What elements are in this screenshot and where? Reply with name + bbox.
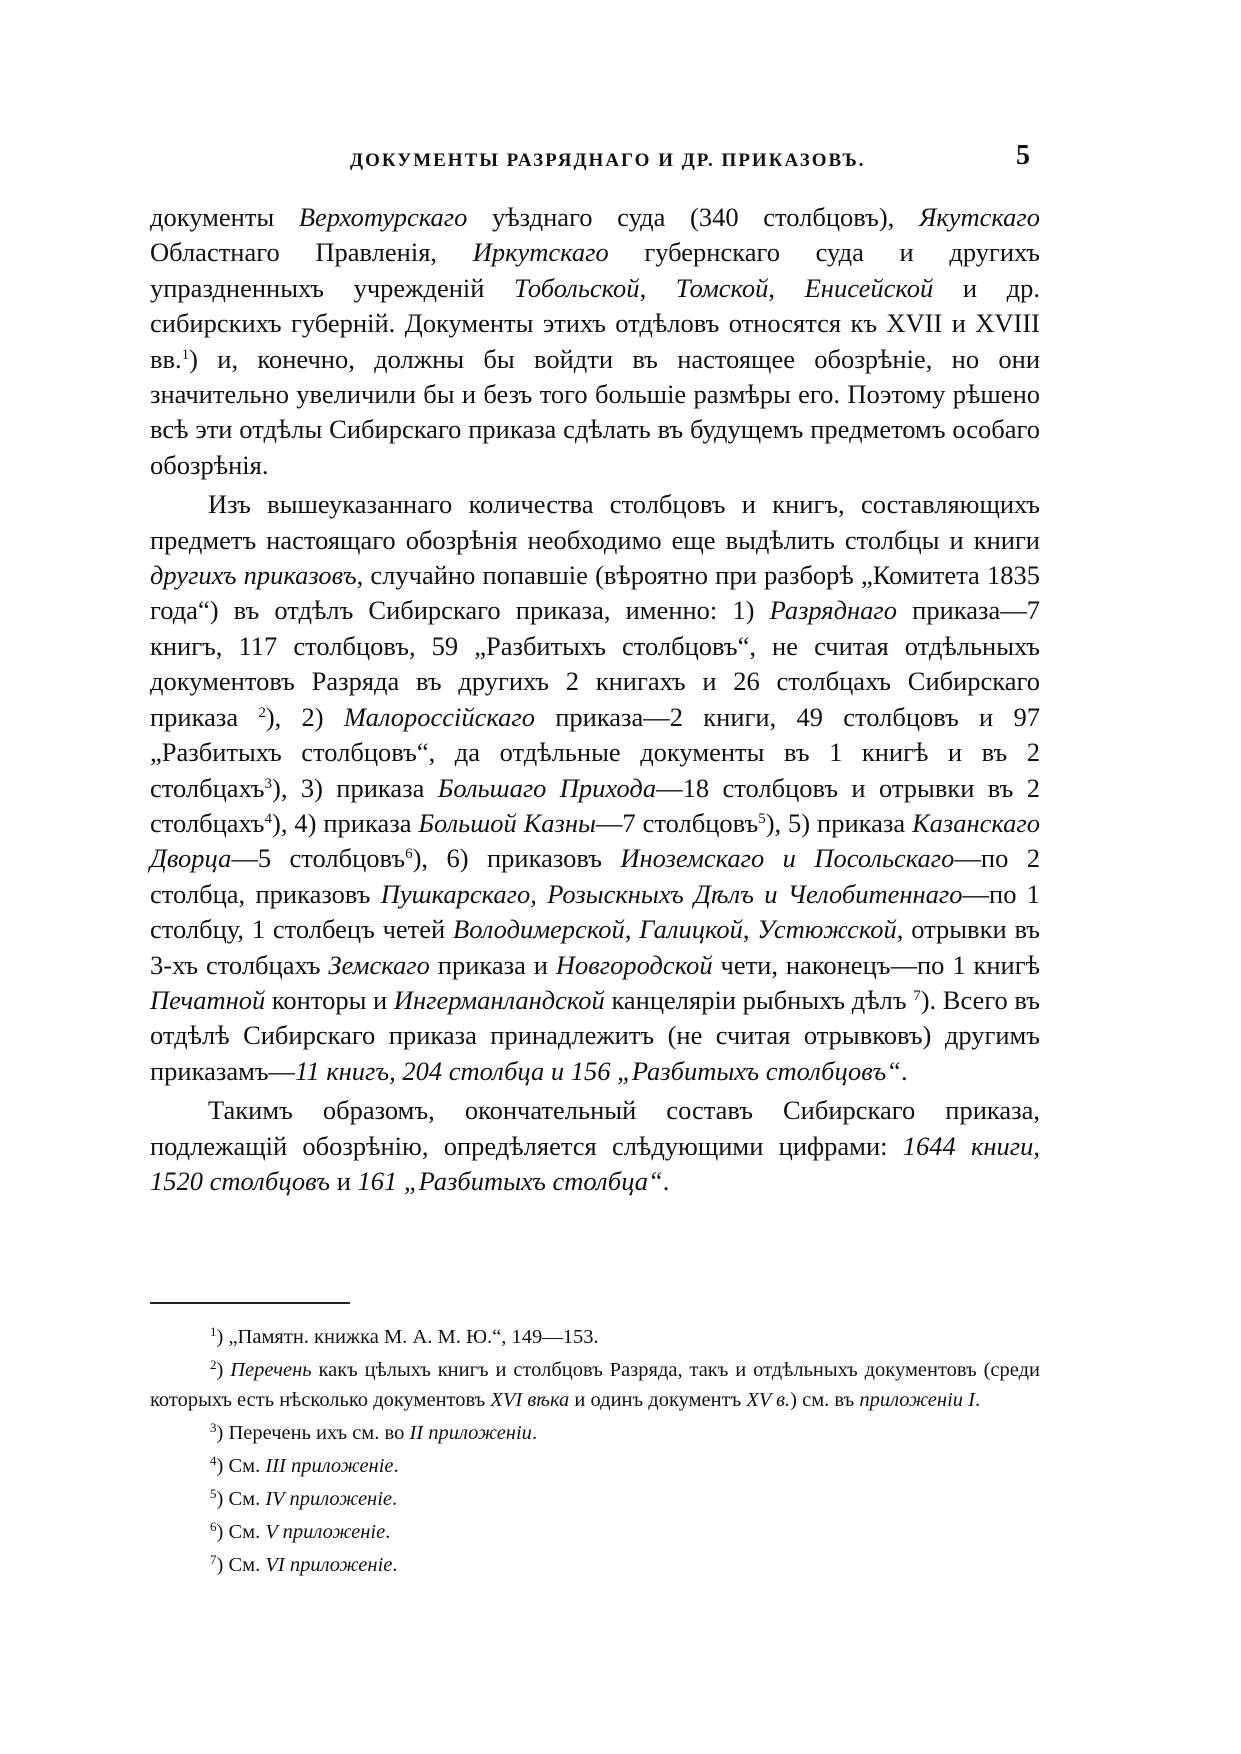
- text-run: какъ цѣлыхъ книгъ и столбцовъ Разряда, такъ и отдѣльныхъ документовъ (среди которыхъ есть нѣсколько документовъ: [150, 1359, 1040, 1411]
- body-text: [150, 200, 1040, 1199]
- page-number: 5: [1016, 140, 1030, 171]
- italic-run: Галицкой: [639, 914, 743, 945]
- italic-run: Большой Казны: [418, 807, 596, 838]
- text-run: ) См.: [216, 1488, 266, 1510]
- text-run: ) См.: [216, 1521, 266, 1543]
- italic-run: Томской: [675, 272, 769, 303]
- footnote-number: 3: [210, 1420, 217, 1435]
- text-run: —по 2 столбца, приказовъ: [150, 843, 1040, 909]
- text-run: .: [393, 1455, 399, 1477]
- text-run: —5 столбцовъ: [231, 843, 406, 874]
- text-run: ). Всего въ отдѣлѣ Сибирскаго приказа принадлежитъ (не считая отрывковъ) другимъ приказамъ—: [150, 984, 1040, 1086]
- footnote-ref: 6: [405, 846, 413, 863]
- paragraph-2: [150, 487, 1040, 1089]
- footnote-number: 2: [210, 1357, 217, 1372]
- italic-run: Большаго Прихода: [437, 772, 657, 803]
- text-run: канцеляріи рыбныхъ дѣлъ: [604, 984, 914, 1015]
- text-run: ) Перечень ихъ см. во: [216, 1422, 410, 1444]
- footnote-ref: 2: [258, 704, 266, 721]
- text-run: ,: [768, 272, 805, 303]
- footnote-3: [150, 1418, 1040, 1448]
- italic-run: Ингерманландской: [393, 984, 605, 1015]
- text-run: приказа—7 книгъ, 117 столбцовъ, 59 „Разбитыхъ столбцовъ“, не считая отдѣльныхъ документовъ Разряда въ другихъ 2 книгахъ и 26 столбцахъ Сибирскаго приказа: [150, 595, 1040, 732]
- text-run: уѣзднаго суда (340 столбцовъ),: [467, 202, 919, 232]
- italic-run: Казанскаго Дворца: [150, 807, 1040, 874]
- footnote-number: 4: [210, 1453, 217, 1468]
- text-run: ) „Памятн. книжка М. А. М. Ю.“, 149—153.: [216, 1326, 599, 1348]
- italic-run: II приложеніи: [409, 1422, 532, 1444]
- text-run: ,: [639, 272, 676, 303]
- italic-run: Пушкарскаго, Розыскныхъ Дѣлъ и Челобитеннаго: [380, 878, 963, 909]
- text-run: .: [531, 1422, 538, 1444]
- italic-run: III приложеніе: [265, 1455, 394, 1477]
- text-run: .: [974, 1389, 981, 1411]
- text-run: ) и, конечно, должны бы войдти въ настоящее обозрѣніе, но они значительно увеличили бы и безъ того большіе размѣры его. Поэтому рѣшено всѣ эти отдѣлы Сибирскаго приказа сдѣлать въ будущемъ предметомъ особаго обозрѣнія.: [150, 343, 1040, 480]
- italic-run: V приложеніе: [265, 1521, 386, 1543]
- italic-run: XV в.: [746, 1389, 791, 1411]
- footnote-ref: 7: [913, 987, 921, 1004]
- text-run: , случайно попавшіе (вѣроятно при разборѣ „Комитета 1835 года“) въ отдѣлъ Сибирскаго приказа, именно: 1): [150, 560, 1040, 626]
- running-head: [150, 140, 1030, 186]
- text-run: приказа и: [429, 949, 556, 980]
- text-run: .: [392, 1554, 398, 1576]
- footnotes: [150, 1322, 1040, 1583]
- footnote-number: 5: [210, 1486, 217, 1501]
- footnote-ref: 3: [264, 775, 272, 792]
- italic-run: Новгородской: [555, 949, 713, 980]
- text-run: и др. сибирскихъ губерній. Документы этихъ отдѣловъ относятся къ XVII и XVIII вв.: [150, 272, 1041, 374]
- footnote-7: [150, 1550, 1040, 1580]
- italic-run: XVI вѣка: [490, 1389, 570, 1411]
- italic-run: Верхотурскаго: [298, 202, 468, 232]
- text-run: ), 2): [265, 701, 344, 732]
- footnote-6: [150, 1517, 1040, 1547]
- italic-run: Земскаго: [328, 949, 430, 980]
- text-run: ): [216, 1359, 231, 1381]
- text-run: чети, наконецъ—по 1 книгѣ: [712, 949, 1040, 980]
- text-run: и одинъ документъ: [569, 1389, 747, 1411]
- text-run: Областнаго Правленія,: [150, 237, 473, 268]
- italic-run: Иноземскаго и Посольскаго: [620, 843, 955, 874]
- footnote-5: [150, 1484, 1040, 1514]
- text-run: ), 5) приказа: [765, 807, 913, 838]
- italic-run: Перечень: [230, 1359, 312, 1381]
- text-run: .: [900, 1055, 908, 1086]
- italic-run: Иркутскаго: [472, 237, 609, 268]
- italic-run: Володимерской: [453, 914, 625, 945]
- text-run: ) См.: [216, 1554, 266, 1576]
- footnote-ref: 5: [758, 810, 766, 827]
- text-run: .: [662, 1165, 670, 1196]
- footnote-divider: [150, 1302, 350, 1304]
- italic-run: Малороссійскаго: [343, 701, 535, 732]
- footnote-number: 6: [210, 1519, 217, 1534]
- text-run: —по 1 столбцу, 1 столбецъ четей: [150, 878, 1041, 945]
- footnote-number: 1: [210, 1324, 217, 1339]
- text-run: ) См.: [216, 1455, 266, 1477]
- italic-run: Тобольской: [514, 272, 640, 303]
- text-run: конторы и: [265, 984, 394, 1015]
- text-run: документы: [150, 202, 299, 232]
- footnote-1: [150, 1322, 1040, 1352]
- footnote-2: [150, 1355, 1040, 1415]
- footnote-number: 7: [210, 1552, 217, 1567]
- text-run: .: [392, 1488, 398, 1510]
- text-run: ), 4) приказа: [272, 807, 419, 838]
- text-run: ), 6) приказовъ: [412, 843, 621, 874]
- text-run: .: [385, 1521, 391, 1543]
- italic-run: 161 „Разбитыхъ столбца“: [357, 1165, 663, 1196]
- italic-run: Печатной: [150, 984, 266, 1015]
- italic-run: Якутскаго: [918, 202, 1040, 232]
- paragraph-3: [150, 1093, 1040, 1199]
- italic-run: Устюжской: [757, 914, 897, 945]
- text-run: губернскаго суда и другихъ упраздненныхъ учрежденій: [150, 237, 1040, 303]
- text-run: ,: [624, 914, 640, 945]
- text-run: и: [330, 1165, 358, 1196]
- text-run: ) см. въ: [790, 1389, 860, 1411]
- text-run: —18 столбцовъ и отрывки въ 2 столбцахъ: [150, 772, 1040, 838]
- text-run: Изъ вышеуказаннаго количества столбцовъ и книгъ, составляющихъ предметъ настоящаго обозрѣнія необходимо еще выдѣлить столбцы и книги: [150, 489, 1040, 555]
- text-run: ,: [742, 914, 758, 945]
- italic-run: Енисейской: [804, 272, 934, 303]
- text-run: ), 3) приказа: [272, 772, 438, 803]
- text-run: , отрывки въ 3-хъ столбцахъ: [150, 914, 1040, 980]
- italic-run: Разряднаго: [769, 595, 898, 626]
- footnote-ref: 1: [181, 346, 190, 363]
- footnote-ref: 4: [264, 810, 272, 827]
- text-run: Такимъ образомъ, окончательный составъ Сибирскаго приказа, подлежащій обозрѣнію, опредѣляется слѣдующими цифрами:: [150, 1095, 1040, 1161]
- text-run: приказа—2 книги, 49 столбцовъ и 97 „Разбитыхъ столбцовъ“, да отдѣльные документы въ 1 книгѣ и въ 2 столбцахъ: [150, 701, 1040, 803]
- italic-run: приложеніи I: [859, 1389, 975, 1411]
- text-run: —7 столбцовъ: [595, 807, 759, 838]
- italic-run: 11 книгъ, 204 столбца и 156 „Разбитыхъ столбцовъ“: [295, 1055, 901, 1086]
- italic-run: другихъ приказовъ: [150, 560, 357, 591]
- footnote-4: [150, 1451, 1040, 1481]
- running-title: ДОКУМЕНТЫ РАЗРЯДНАГО И ДР. ПРИКАЗОВЪ.: [350, 150, 866, 171]
- paragraph-1: [150, 200, 1040, 483]
- italic-run: VI приложеніе: [265, 1554, 393, 1576]
- italic-run: IV приложеніе: [265, 1488, 393, 1510]
- italic-run: 1644 книги, 1520 столбцовъ: [150, 1130, 1041, 1196]
